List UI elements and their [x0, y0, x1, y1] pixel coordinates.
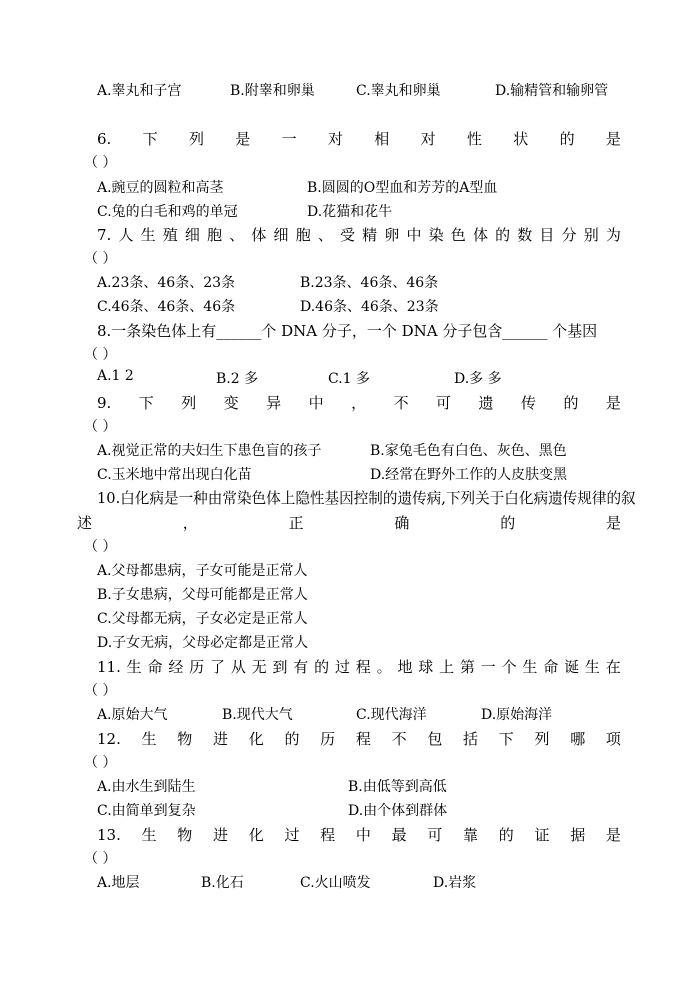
- q5-option-a: A.睾丸和子宫: [97, 83, 182, 99]
- q7-answer-paren: （ ）: [84, 251, 117, 267]
- q10-option-a: A.父母都患病，子女可能是正常人: [97, 563, 308, 579]
- q11-option-c: C.现代海洋: [356, 707, 427, 723]
- q7-option-c: C.46条、46条、46条: [97, 299, 236, 315]
- q8-option-a: A.1 2: [97, 368, 134, 384]
- q12-stem: 12. 生 物 进 化 的 历 程 不 包 括 下 列 哪 项: [97, 730, 621, 748]
- q9-answer-paren: （ ）: [84, 419, 117, 435]
- q9-option-c: C.玉米地中常出现白化苗: [97, 467, 252, 483]
- q6-option-d: D.花猫和花牛: [307, 204, 393, 220]
- q7-option-a: A.23条、46条、23条: [97, 275, 236, 291]
- q10-option-b: B.子女患病，父母可能都是正常人: [97, 587, 308, 603]
- q12-option-a: A.由水生到陆生: [97, 779, 196, 795]
- q12-option-d: D.由个体到群体: [348, 803, 448, 819]
- q13-stem: 13. 生 物 进 化 过 程 中 最 可 靠 的 证 据 是: [97, 826, 621, 844]
- q10-answer-paren: （ ）: [84, 539, 117, 555]
- q8-answer-paren: （ ）: [84, 347, 117, 363]
- q12-answer-paren: （ ）: [84, 755, 117, 771]
- q10-option-c: C.父母都无病，子女必定是正常人: [97, 611, 308, 627]
- q11-stem: 11. 生 命 经 历 了 从 无 到 有 的 过 程 。 地 球 上 第 一 个 生 命 诞 生 在: [97, 658, 621, 676]
- q6-option-b: B.圆圆的O型血和芳芳的A型血: [307, 180, 498, 196]
- q10-stem-line2: 述 ， 正 确 的 是: [77, 514, 621, 532]
- q10-option-d: D.子女无病，父母必定都是正常人: [97, 635, 309, 651]
- q8-option-d: D.多 多: [454, 371, 502, 387]
- q10-stem-line1: 10.白化病是一种由常染色体上隐性基因控制的遗传病,下列关于白化病遗传规律的叙: [97, 490, 636, 507]
- q6-answer-paren: （ ）: [84, 155, 117, 171]
- q12-option-c: C.由简单到复杂: [97, 803, 196, 819]
- q6-option-a: A.豌豆的圆粒和高茎: [97, 180, 224, 196]
- q11-option-a: A.原始大气: [97, 707, 168, 723]
- q13-option-b: B.化石: [201, 875, 244, 891]
- q5-option-c: C.睾丸和卵巢: [356, 83, 441, 99]
- q9-option-b: B.家兔毛色有白色、灰色、黑色: [370, 443, 567, 459]
- q7-stem: 7. 人 生 殖 细 胞 、 体 细 胞 、 受 精 卵 中 染 色 体 的 数 目 分 别 为: [97, 226, 621, 244]
- q8-option-c: C.1 多: [328, 371, 371, 387]
- q5-option-d: D.输精管和输卵管: [495, 83, 609, 99]
- q8-option-b: B.2 多: [216, 371, 259, 387]
- q13-option-c: C.火山喷发: [300, 875, 371, 891]
- q6-stem: 6. 下 列 是 一 对 相 对 性 状 的 是: [97, 130, 621, 148]
- q13-option-d: D.岩浆: [433, 875, 477, 891]
- q7-option-b: B.23条、46条、46条: [300, 275, 439, 291]
- q8-stem: 8.一条染色体上有______个 DNA 分子，一个 DNA 分子包含______ 个基因: [97, 322, 598, 340]
- q9-option-d: D.经常在野外工作的人皮肤变黑: [370, 467, 568, 483]
- q13-answer-paren: （ ）: [84, 851, 117, 867]
- q9-stem: 9. 下 列 变 异 中 ， 不 可 遗 传 的 是: [97, 394, 621, 412]
- q13-option-a: A.地层: [97, 875, 140, 891]
- q5-option-b: B.附睾和卵巢: [230, 83, 315, 99]
- q11-option-d: D.原始海洋: [481, 707, 553, 723]
- q12-option-b: B.由低等到高低: [348, 779, 447, 795]
- q6-option-c: C.兔的白毛和鸡的单冠: [97, 204, 238, 220]
- q7-option-d: D.46条、46条、23条: [300, 299, 439, 315]
- q9-option-a: A.视觉正常的夫妇生下患色盲的孩子: [97, 443, 322, 459]
- q11-option-b: B.现代大气: [222, 707, 293, 723]
- q11-answer-paren: （ ）: [84, 683, 117, 699]
